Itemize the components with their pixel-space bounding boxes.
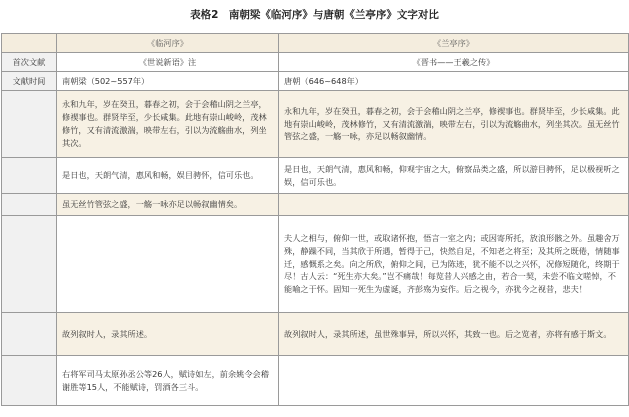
table-row	[2, 313, 629, 356]
row-label	[2, 356, 57, 406]
left-cell: 《世说新语》注	[57, 53, 279, 72]
left-cell: 南朝梁（502~557年）	[57, 72, 279, 91]
right-cell: 故列叙时人，录其所述，虽世殊事异，所以兴怀，其致一也。后之览者，亦将有感于斯文。	[279, 313, 629, 356]
right-cell	[279, 194, 629, 216]
table-header-row	[2, 34, 629, 53]
table-row	[2, 158, 629, 194]
row-label: 文献时间	[2, 72, 57, 91]
row-label	[2, 158, 57, 194]
row-label: 首次文献	[2, 53, 57, 72]
table-row	[2, 53, 629, 72]
table-row	[2, 216, 629, 313]
row-label	[2, 194, 57, 216]
header-lantingxu: 《兰亭序》	[279, 34, 629, 53]
table-row	[2, 91, 629, 158]
table-row	[2, 72, 629, 91]
left-cell	[57, 216, 279, 313]
table-row	[2, 194, 629, 216]
row-label	[2, 91, 57, 158]
left-cell: 是日也，天朗气清，惠风和畅，娱目骋怀，信可乐也。	[57, 158, 279, 194]
left-cell: 虽无丝竹管弦之盛，一觞一咏亦足以畅叙幽情矣。	[57, 194, 279, 216]
left-cell: 故列叙时人，录其所述。	[57, 313, 279, 356]
right-cell	[279, 356, 629, 406]
right-cell: 唐朝（646~648年）	[279, 72, 629, 91]
row-label	[2, 313, 57, 356]
right-cell: 夫人之相与，俯仰一世，或取诸怀抱，悟言一室之内；或因寄所托，放浪形骸之外。虽趣舍万殊，静躁不同，当其欣于所遇，暂得于己，快然自足，不知老之将至；及其所之既倦，情随事迁，感慨系之矣。向之所欣，俯仰之间，已为陈迹，犹不能不以之兴怀，况修短随化，终期于尽！古人云：“死生亦大矣。”岂不痛哉！每览昔人兴感之由，若合一契，未尝不临文嗟悼，不能喻之于怀。固知一死生为虚诞，齐彭殇为妄作。后之视今，亦犹今之视昔，悲夫！	[279, 216, 629, 313]
right-cell: 永和九年，岁在癸丑，暮春之初，会于会稽山阴之兰亭，修禊事也。群贤毕至，少长咸集。此地有崇山峻岭，茂林修竹，又有清流激湍，映带左右，引以为流觞曲水，列坐其次。虽无丝竹管弦之盛，一觞一咏，亦足以畅叙幽情。	[279, 91, 629, 158]
table-row	[2, 356, 629, 406]
table-caption: 表格2 南朝梁《临河序》与唐朝《兰亭序》文字对比	[190, 9, 439, 21]
left-cell: 右将军司马太原孙丞公等26人，赋诗如左，前余姚令会稽谢胜等15人，不能赋诗，罚酒各三斗。	[57, 356, 279, 406]
header-corner-cell	[2, 34, 57, 53]
left-cell: 永和九年，岁在癸丑，暮春之初，会于会稽山阴之兰亭，修禊事也。群贤毕至，少长咸集。此地有崇山峻岭，茂林修竹，又有清流激湍，映带左右，引以为流觞曲水，列坐其次。	[57, 91, 279, 158]
row-label	[2, 216, 57, 313]
comparison-table	[1, 33, 629, 406]
right-cell: 《晋书——王羲之传》	[279, 53, 629, 72]
header-linhexu: 《临河序》	[57, 34, 279, 53]
right-cell: 是日也，天朗气清，惠风和畅，仰观宇宙之大，俯察品类之盛，所以游目骋怀，足以极视听之娱，信可乐也。	[279, 158, 629, 194]
